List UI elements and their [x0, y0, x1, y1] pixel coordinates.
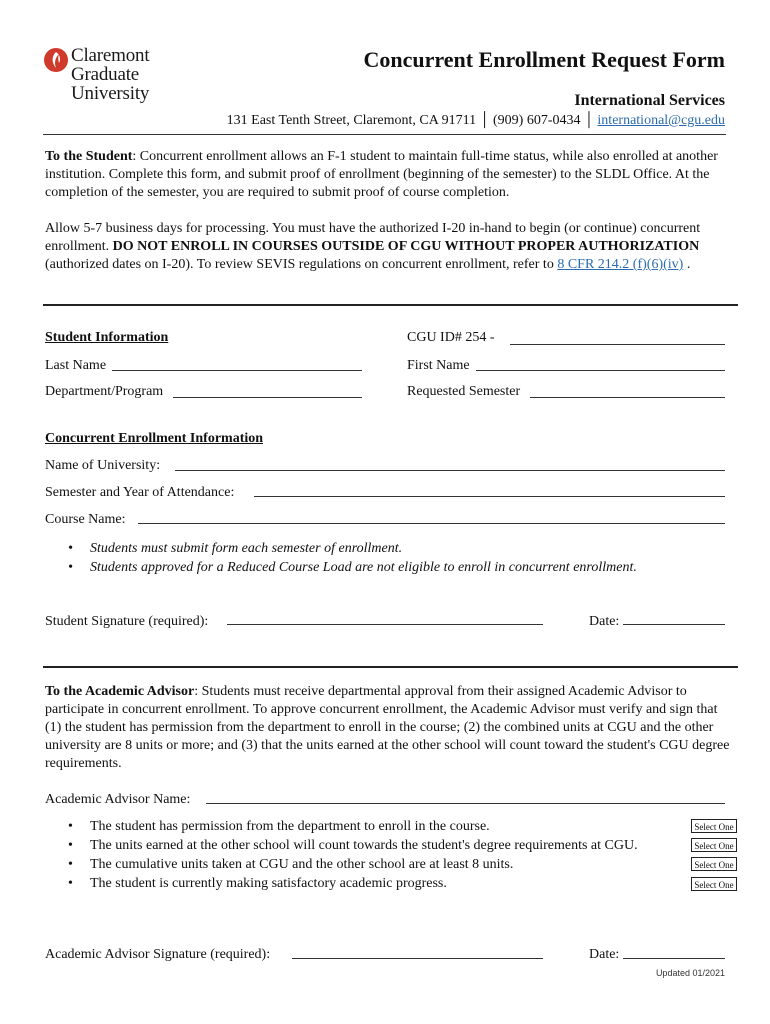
- university-logo-text: [71, 46, 149, 103]
- advisor-signature-field[interactable]: [292, 958, 543, 959]
- first-name-label: First Name: [407, 358, 470, 373]
- phone: (909) 607-0434: [493, 113, 581, 128]
- student-note-item: • Students must submit form each semester of enrollment.: [45, 539, 735, 558]
- authorization-paragraph: [45, 220, 730, 274]
- advisor-date-label: Date:: [589, 947, 620, 962]
- advisor-text: : Students must receive departmental approval from their assigned Academic Advisor to participate in concurrent enrollment. To approve concurrent enrollment, the Academic Advisor must verify and sign that (1) the student has permission from the department to enroll in the course; (2) the combined units at CGU and the other university are 8 units or more; and (3) that the units earned at the other school will count toward the student's CGU degree requirements.: [45, 684, 730, 771]
- student-signature-label: Student Signature (required):: [45, 614, 209, 629]
- course-name-field[interactable]: [138, 523, 725, 524]
- advisor-paragraph: [45, 683, 730, 773]
- university-name-label: Name of University:: [45, 458, 161, 473]
- authorization-text-a: Allow 5-7 business days for processing. You must have the authorized I-20 in-hand to begin (or continue) concurrent enrollment.: [45, 221, 701, 254]
- cgu-id-field[interactable]: [510, 344, 725, 345]
- student-date-field[interactable]: [623, 624, 725, 625]
- select-one-dropdown[interactable]: Select One: [691, 838, 737, 852]
- select-one-dropdown[interactable]: Select One: [691, 857, 737, 871]
- header-divider: [43, 134, 726, 135]
- semester-year-label: Semester and Year of Attendance:: [45, 485, 235, 500]
- department-label: Department/Program: [45, 384, 164, 399]
- advisor-name-label: Academic Advisor Name:: [45, 792, 191, 807]
- authorization-warning: DO NOT ENROLL IN COURSES OUTSIDE OF CGU WITHOUT PROPER AUTHORIZATION: [112, 239, 700, 254]
- authorization-text-end: .: [683, 257, 691, 272]
- cgu-id-label: CGU ID# 254 -: [407, 330, 495, 345]
- contact-line: [227, 113, 725, 129]
- student-intro-text: : Concurrent enrollment allows an F-1 student to maintain full-time status, while also enrolled at another institution. Complete this form, and submit proof of enrollment (beginning of the semester) to the SLDL Office. At the completion of the semester, you are required to submit proof of course completion.: [45, 149, 718, 200]
- authorization-text-b: (authorized dates on I-20). To review SEVIS regulations on concurrent enrollment, refer to: [45, 257, 558, 272]
- advisor-check-item: • The student has permission from the department to enroll in the course.: [45, 817, 685, 836]
- address: 131 East Tenth Street, Claremont, CA 91711: [226, 113, 477, 128]
- advisor-date-field[interactable]: [623, 958, 725, 959]
- student-intro-paragraph: [45, 148, 730, 202]
- updated-date: Updated 01/2021: [655, 968, 725, 978]
- separator: │: [584, 113, 594, 128]
- semester-year-field[interactable]: [254, 496, 725, 497]
- last-name-field[interactable]: [112, 370, 362, 371]
- logo-line-2: Graduate: [71, 64, 140, 85]
- student-notes-list: [45, 539, 735, 577]
- logo-line-1: Claremont: [71, 45, 150, 66]
- student-signature-field[interactable]: [227, 624, 543, 625]
- advisor-signature-label: Academic Advisor Signature (required):: [45, 947, 271, 962]
- semester-field[interactable]: [530, 397, 725, 398]
- advisor-check-item: • The student is currently making satisfactory academic progress.: [45, 874, 685, 893]
- email-link[interactable]: international@cgu.edu: [597, 113, 725, 128]
- department-name: International Services: [574, 92, 725, 109]
- cfr-link[interactable]: 8 CFR 214.2 (f)(6)(iv): [557, 257, 684, 272]
- separator: │: [479, 113, 490, 128]
- select-one-dropdown[interactable]: Select One: [691, 819, 737, 833]
- student-date-label: Date:: [589, 614, 620, 629]
- advisor-name-field[interactable]: [206, 803, 725, 804]
- first-name-field[interactable]: [476, 370, 725, 371]
- advisor-checklist: [45, 817, 685, 893]
- logo-line-3: University: [71, 83, 150, 104]
- form-title: Concurrent Enrollment Request Form: [363, 47, 725, 72]
- section-divider: [43, 666, 738, 668]
- semester-label: Requested Semester: [407, 384, 521, 399]
- department-field[interactable]: [173, 397, 362, 398]
- advisor-check-item: • The units earned at the other school will count towards the student's degree requirements at CGU.: [45, 836, 685, 855]
- last-name-label: Last Name: [45, 358, 107, 373]
- advisor-check-item: • The cumulative units taken at CGU and the other school are at least 8 units.: [45, 855, 685, 874]
- course-name-label: Course Name:: [45, 512, 126, 527]
- advisor-lead: To the Academic Advisor: [45, 684, 195, 699]
- section-divider: [43, 304, 738, 306]
- student-note-item: • Students approved for a Reduced Course Load are not eligible to enroll in concurrent enrollment.: [45, 558, 735, 577]
- student-info-heading: Student Information: [45, 330, 169, 345]
- concurrent-heading: Concurrent Enrollment Information: [45, 431, 264, 446]
- university-logo-icon: [43, 47, 69, 73]
- student-intro-lead: To the Student: [45, 149, 133, 164]
- select-one-dropdown[interactable]: Select One: [691, 877, 737, 891]
- university-name-field[interactable]: [175, 470, 725, 471]
